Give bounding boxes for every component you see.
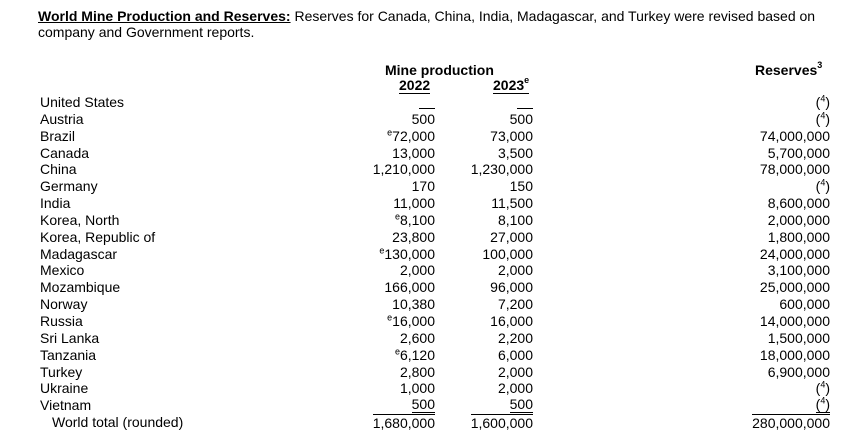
production-2022-cell: 166,000 xyxy=(384,279,435,296)
production-2023-cell: 6,000 xyxy=(497,346,533,363)
reserves-cell: 600,000 xyxy=(779,296,830,313)
reserves-footnote-mark: 3 xyxy=(817,60,823,71)
country-cell: United States xyxy=(40,94,125,110)
production-2022-cell: 10,380 xyxy=(392,296,435,313)
country-cell: Turkey xyxy=(40,363,83,380)
production-2022-cell: $^e$6,120 xyxy=(394,346,435,363)
mine-production-header: Mine production xyxy=(385,62,494,78)
total-row xyxy=(0,414,843,431)
production-2022-cell: 170 xyxy=(411,178,435,195)
footnote-mark: 4 xyxy=(820,93,826,104)
reserves-cell: ($^4$) xyxy=(815,379,830,397)
production-2022-cell: 1,210,000 xyxy=(372,161,435,178)
dash-mark xyxy=(419,108,435,109)
reserves-cell: 2,000,000 xyxy=(767,211,830,228)
country-cell: Madagascar xyxy=(40,245,118,262)
production-2023-cell: 16,000 xyxy=(490,312,533,329)
country-cell: Vietnam xyxy=(40,397,92,414)
dash-mark xyxy=(517,108,533,109)
production-2023-cell: 2,000 xyxy=(497,380,533,397)
year-2022-header: 2022 xyxy=(399,77,431,93)
footnote-mark: 4 xyxy=(820,379,826,390)
reserves-cell: 18,000,000 xyxy=(759,346,830,363)
reserves-label: Reserves xyxy=(755,62,818,78)
reserves-cell: 25,000,000 xyxy=(759,279,830,296)
country-cell: Brazil xyxy=(40,127,76,144)
section-heading: World Mine Production and Reserves: xyxy=(38,8,291,24)
footnote-mark: 4 xyxy=(820,395,826,406)
table-row xyxy=(0,380,843,397)
production-2023-cell: 96,000 xyxy=(490,279,533,296)
reserves-cell: 1,500,000 xyxy=(767,329,830,346)
production-2022-cell: 1,000 xyxy=(399,380,435,397)
production-2022-cell: $^e$130,000 xyxy=(379,244,435,262)
estimate-mark: e xyxy=(394,346,400,356)
country-cell: Mexico xyxy=(40,262,85,279)
production-2022-cell: 1,680,000 xyxy=(372,415,435,432)
table-row xyxy=(0,195,843,212)
table-row xyxy=(0,246,843,263)
production-2023-cell: 1,230,000 xyxy=(470,161,533,178)
production-2023-cell xyxy=(517,94,533,111)
production-table xyxy=(0,94,843,431)
table-row xyxy=(0,296,843,313)
country-cell: Korea, North xyxy=(40,211,120,228)
production-2022-cell: 23,800 xyxy=(392,228,435,245)
intro-paragraph xyxy=(38,8,838,40)
country-cell: Russia xyxy=(40,312,83,329)
production-2023-cell: 500 xyxy=(509,110,533,127)
production-2023-cell: 2,000 xyxy=(497,262,533,279)
table-row xyxy=(0,364,843,381)
production-2022-cell: 500 xyxy=(411,110,435,127)
production-2023-cell: 27,000 xyxy=(490,228,533,245)
production-2022-cell: 2,600 xyxy=(399,329,435,346)
production-2023-cell: 2,000 xyxy=(497,363,533,380)
year-2023-header xyxy=(493,75,530,94)
table-row xyxy=(0,178,843,195)
reserves-cell: 6,900,000 xyxy=(767,363,830,380)
production-2023-cell: 1,600,000 xyxy=(470,415,533,432)
table-row xyxy=(0,279,843,296)
estimate-mark: e xyxy=(387,312,393,323)
production-2022-cell: $^e$72,000 xyxy=(387,127,435,144)
estimate-mark: e xyxy=(387,127,393,138)
country-cell: Ukraine xyxy=(40,380,89,397)
reserves-cell: 14,000,000 xyxy=(759,312,830,329)
estimate-mark: e xyxy=(379,244,385,255)
production-2022-cell: $^e$8,100 xyxy=(394,211,435,228)
reserves-cell: 5,700,000 xyxy=(767,144,830,161)
production-2022-cell: $^e$16,000 xyxy=(387,312,435,329)
country-cell: China xyxy=(40,161,77,178)
footnote-mark: 4 xyxy=(820,177,826,188)
country-cell: Mozambique xyxy=(40,279,121,296)
production-2022-cell xyxy=(419,94,435,111)
production-2023-cell: 3,500 xyxy=(497,144,533,161)
reserves-cell: ($^4$) xyxy=(815,93,830,110)
production-2022-cell: 500 xyxy=(411,396,435,413)
estimate-mark: e xyxy=(394,211,400,222)
table-row xyxy=(0,229,843,246)
country-cell: Korea, Republic of xyxy=(40,228,156,245)
country-cell: India xyxy=(40,195,71,212)
reserves-cell: ($^4$) xyxy=(815,395,830,413)
table-row xyxy=(0,145,843,162)
table-row xyxy=(0,330,843,347)
production-2022-cell: 11,000 xyxy=(393,195,435,212)
footnote-mark: 4 xyxy=(820,110,826,121)
production-2023-cell: 2,200 xyxy=(497,329,533,346)
country-cell: Germany xyxy=(40,178,98,195)
reserves-header xyxy=(755,62,822,78)
table-row xyxy=(0,397,843,414)
production-2023-cell: 7,200 xyxy=(497,296,533,313)
production-2023-cell: 500 xyxy=(509,396,533,413)
table-row xyxy=(0,347,843,364)
reserves-cell: 280,000,000 xyxy=(752,415,830,432)
production-2023-cell: 100,000 xyxy=(482,245,533,262)
reserves-cell: 78,000,000 xyxy=(759,161,830,178)
production-2023-cell: 8,100 xyxy=(497,211,533,228)
production-2022-cell: 13,000 xyxy=(392,144,435,161)
production-2022-cell: 2,000 xyxy=(399,262,435,279)
table-row xyxy=(0,212,843,229)
estimate-mark: e xyxy=(524,75,530,86)
country-cell: Norway xyxy=(40,296,88,313)
table-row xyxy=(0,94,843,111)
table-row xyxy=(0,111,843,128)
country-cell: Sri Lanka xyxy=(40,329,100,346)
reserves-cell: 24,000,000 xyxy=(759,245,830,262)
reserves-cell: 8,600,000 xyxy=(767,195,830,212)
country-cell: Tanzania xyxy=(40,346,97,363)
table-row xyxy=(0,262,843,279)
reserves-cell: ($^4$) xyxy=(815,110,830,127)
country-cell: Canada xyxy=(40,144,90,161)
production-2023-cell: 73,000 xyxy=(490,127,533,144)
production-2022-cell: 2,800 xyxy=(399,363,435,380)
reserves-cell: ($^4$) xyxy=(815,177,830,195)
table-row xyxy=(0,161,843,178)
reserves-cell: 3,100,000 xyxy=(767,262,830,279)
reserves-cell: 74,000,000 xyxy=(759,127,830,144)
country-cell: World total (rounded) xyxy=(52,414,184,431)
table-row xyxy=(0,313,843,330)
intro-text: Reserves for Canada, China, India, Madagascar, and Turkey were revised based on company and Government reports. xyxy=(38,8,816,40)
country-cell: Austria xyxy=(40,110,84,127)
reserves-cell: 1,800,000 xyxy=(767,228,830,245)
table-row xyxy=(0,128,843,145)
production-2023-cell: 150 xyxy=(509,178,533,195)
production-2023-cell: 11,500 xyxy=(491,195,533,212)
year-2023-label: 2023 xyxy=(493,77,525,93)
